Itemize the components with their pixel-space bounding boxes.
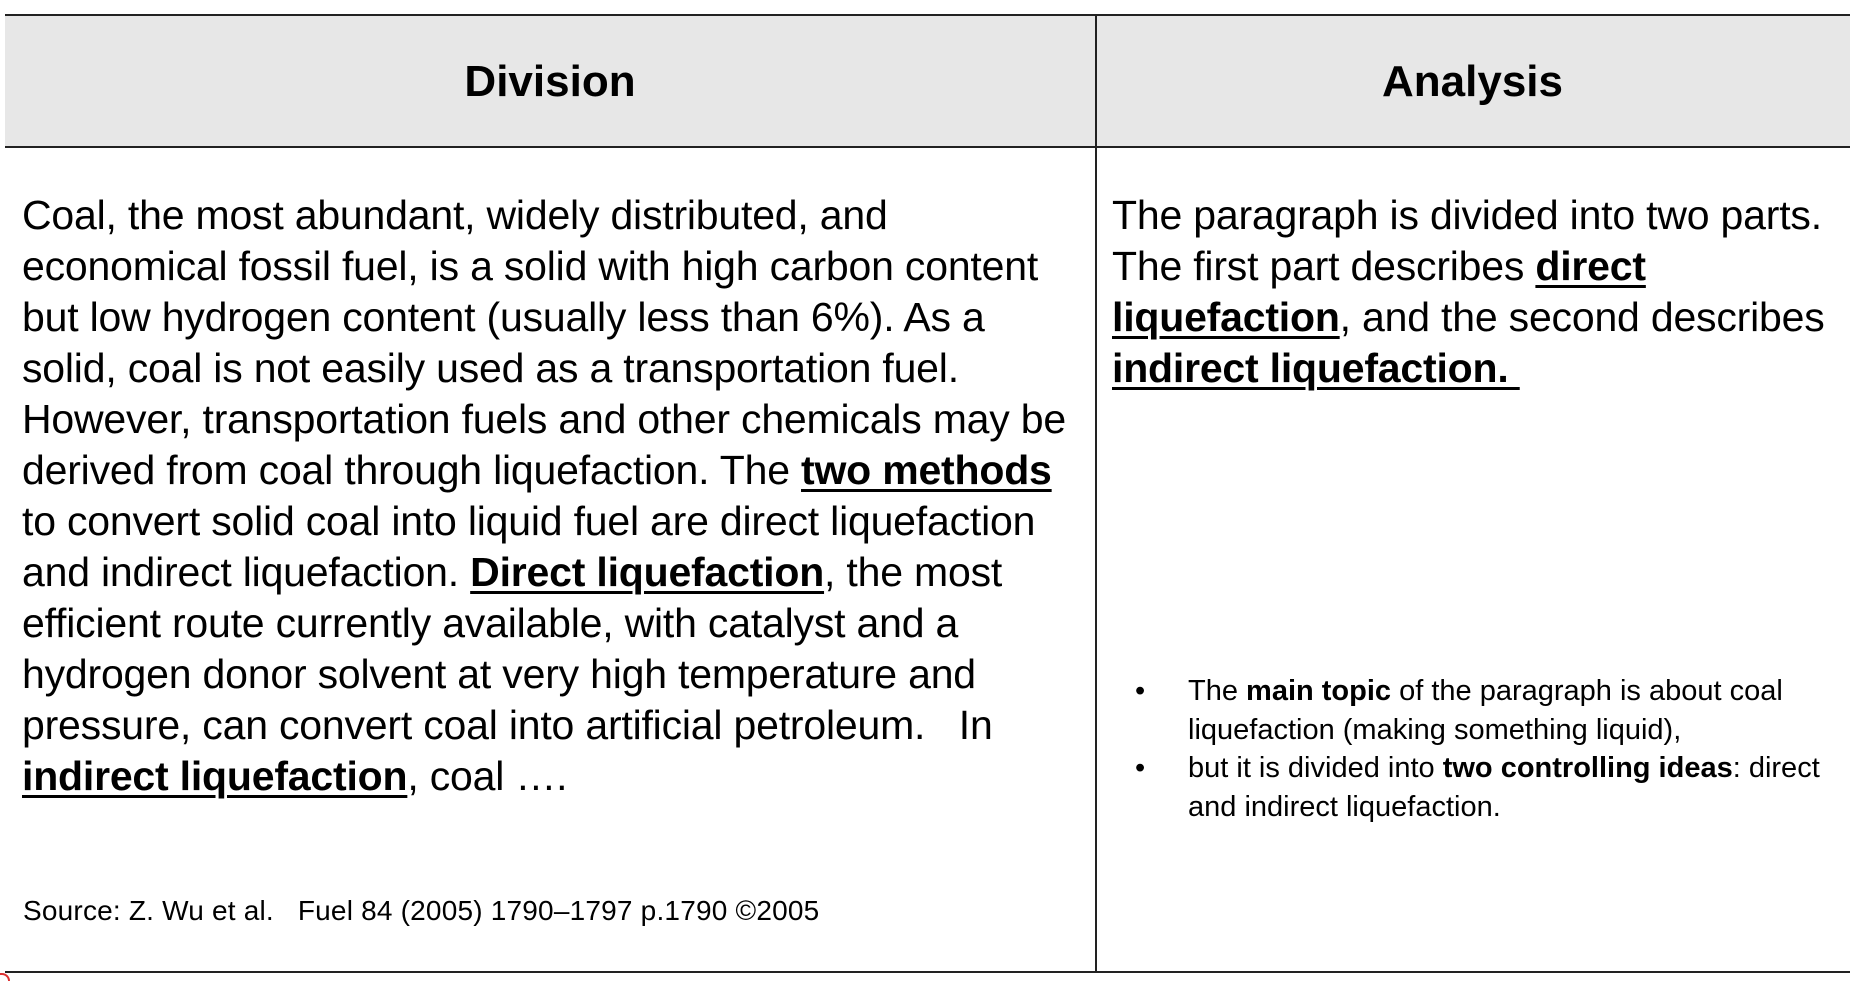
bullet-bold-term: two controlling ideas	[1442, 752, 1733, 784]
direct-liquefaction-highlight: Direct liquefaction	[470, 549, 825, 595]
indirect-liquefaction-highlight: indirect liquefaction	[22, 753, 408, 799]
bullet-text: The	[1188, 675, 1247, 707]
analysis-paragraph	[1112, 190, 1832, 394]
analysis-text-2: , and the second describes	[1339, 294, 1825, 340]
division-text-3: , the most efficient route currently available, with catalyst and a hydrogen donor solvent at very high temperature and pressure, can convert coal into artificial petroleum. In	[22, 549, 1003, 748]
analysis-header: Analysis	[1382, 57, 1563, 106]
bullet-text: of the paragraph is about coal liquefaction (making something liquid),	[1188, 675, 1783, 746]
bullet-bold-term: main topic	[1246, 675, 1392, 707]
bullet-icon: •	[1135, 752, 1146, 784]
bullet-text: : direct and indirect liquefaction.	[1188, 752, 1820, 823]
analysis-bullet-list	[1135, 672, 1835, 826]
division-header: Division	[464, 57, 636, 106]
analysis-text-1: The paragraph is divided into two parts. The first part describes	[1112, 192, 1822, 289]
column-divider	[1095, 16, 1097, 971]
analysis-indirect-liquefaction: indirect liquefaction.	[1112, 345, 1520, 391]
division-text-4: , coal ….	[407, 753, 568, 799]
bullet-item-controlling-ideas	[1135, 749, 1835, 826]
division-paragraph	[22, 190, 1082, 802]
division-text-1: Coal, the most abundant, widely distributed, and economical fossil fuel, is a solid with high carbon content but low hydrogen content (usually less than 6%). As a solid, coal is not easily used as a transportation fuel. However, transportation fuels and other chemicals may be derived from coal through liquefaction. The	[22, 192, 1066, 493]
bullet-icon: •	[1135, 675, 1146, 707]
bullet-text: but it is divided into	[1188, 752, 1443, 784]
corner-mark-icon	[0, 973, 10, 981]
source-citation: Source: Z. Wu et al. Fuel 84 (2005) 1790–1797 p.1790 ©2005	[23, 895, 820, 926]
division-text-2: to convert solid coal into liquid fuel are direct liquefaction and indirect liquefaction.	[22, 498, 1036, 595]
analysis-direct-liquefaction: direct liquefaction	[1112, 243, 1646, 340]
bullet-item-main-topic	[1135, 672, 1835, 749]
two-methods-highlight: two methods	[801, 447, 1052, 493]
